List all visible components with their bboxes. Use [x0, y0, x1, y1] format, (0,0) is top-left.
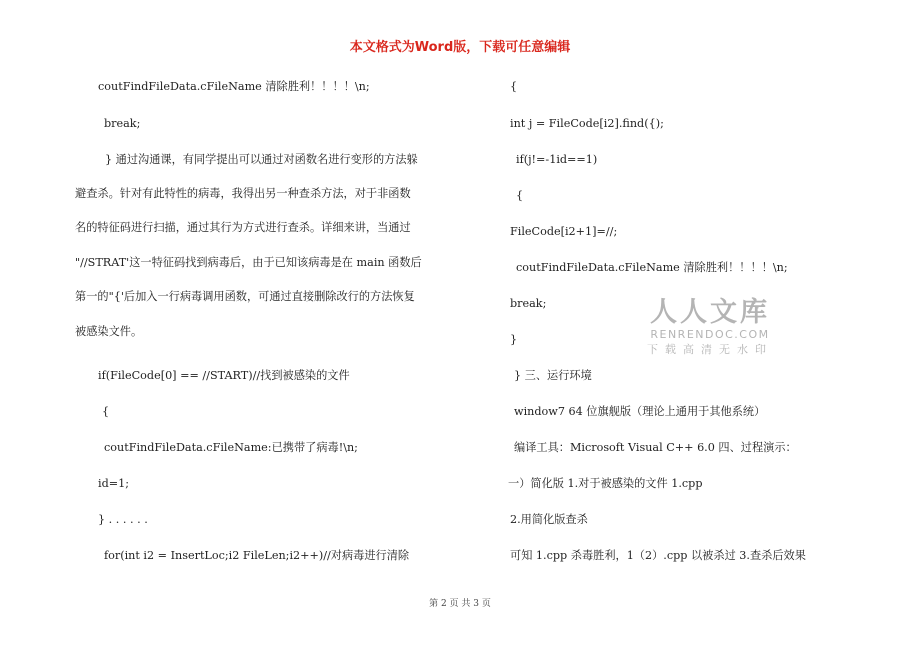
code-line: coutFindFileData.cFileName:已携带了病毒!\n;: [104, 441, 358, 454]
paragraph-line: 编译工具：Microsoft Visual C++ 6.0 四、过程演示：: [514, 441, 797, 454]
paragraph-line: window7 64 位旗舰版（理论上通用于其他系统）: [514, 405, 766, 418]
code-line: int j = FileCode[i2].find({);: [510, 117, 664, 130]
code-line: break;: [104, 117, 141, 130]
code-line: coutFindFileData.cFileName 清除胜利！！！！\n;: [98, 80, 370, 93]
paragraph-line: 2.用简化版查杀: [510, 513, 588, 526]
paragraph-line: 避查杀。针对有此特性的病毒，我得出另一种查杀方法，对于非函数: [75, 187, 411, 200]
code-line: if(FileCode[0] == //START)//找到被感染的文件: [98, 369, 350, 382]
word-format-banner: 本文格式为Word版，下载可任意编辑: [349, 40, 571, 55]
paragraph-line: 名的特征码进行扫描，通过其行为方式进行查杀。详细来讲，当通过: [75, 221, 411, 234]
watermark-subtitle: 下载高清无水印: [647, 343, 773, 356]
code-line: for(int i2 = InsertLoc;i2 FileLen;i2++)//对病毒进行清除: [104, 549, 410, 562]
paragraph-line: 一）简化版 1.对于被感染的文件 1.cpp: [508, 477, 703, 490]
section-heading: } 三、运行环境: [514, 369, 592, 382]
code-line: {: [510, 80, 518, 93]
code-line: if(j!=-1id==1): [516, 153, 598, 166]
code-line: FileCode[i2+1]=//;: [510, 225, 618, 238]
paragraph-line: } 通过沟通课，有同学提出可以通过对函数名进行变形的方法躲: [105, 153, 418, 166]
paragraph-line: 可知 1.cpp 杀毒胜利，1（2）.cpp 以被杀过 3.查杀后效果: [510, 549, 806, 562]
code-line: } . . . . . .: [98, 513, 148, 526]
paragraph-line: 第一的"{'后加入一行病毒调用函数，可通过直接删除改行的方法恢复: [75, 290, 415, 303]
code-line: {: [516, 189, 524, 202]
code-line: break;: [510, 297, 547, 310]
code-line: id=1;: [98, 477, 130, 490]
watermark-title: 人人文库: [650, 297, 770, 328]
watermark-domain: RENRENDOC.COM: [650, 328, 770, 341]
code-line: }: [510, 333, 518, 346]
page-footer: 第 2 页 共 3 页: [429, 599, 491, 609]
renrendoc-watermark: [640, 298, 780, 357]
paragraph-line: 被感染文件。: [75, 325, 143, 338]
paragraph-line: "//STRAT'这一特征码找到病毒后，由于已知该病毒是在 main 函数后: [75, 256, 422, 269]
code-line: {: [102, 405, 110, 418]
code-line: coutFindFileData.cFileName 清除胜利！！！！\n;: [516, 261, 788, 274]
